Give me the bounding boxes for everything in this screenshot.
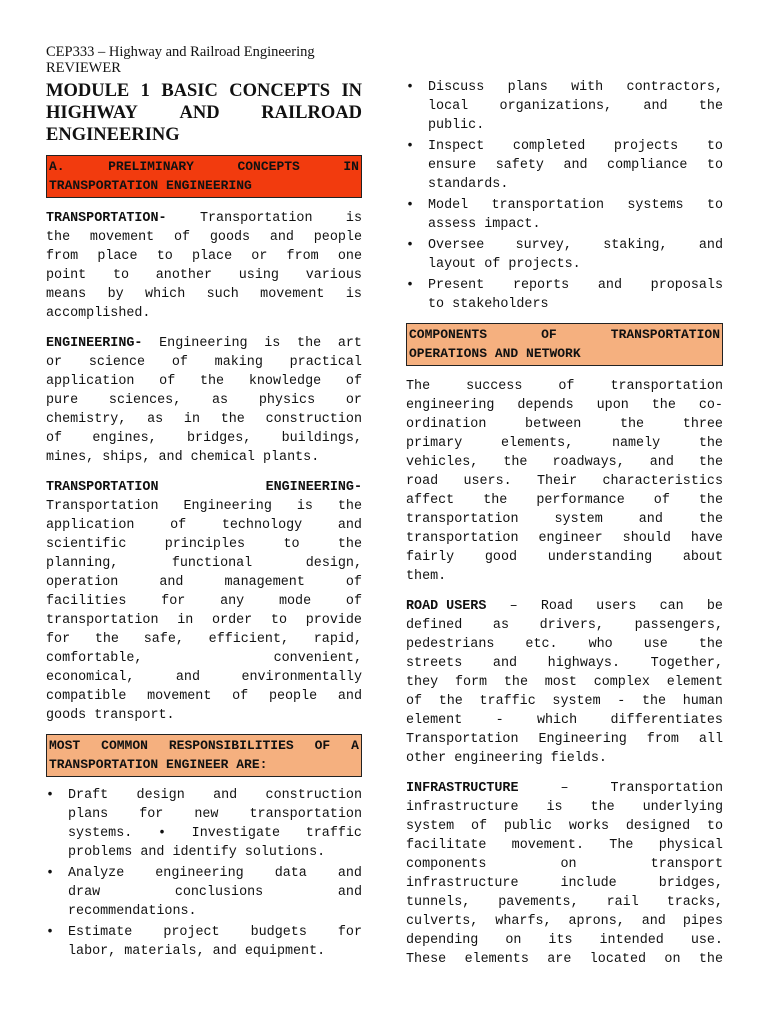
responsibilities-list-right bbox=[406, 78, 723, 314]
left-column bbox=[46, 44, 362, 963]
bullet-icon: • bbox=[406, 80, 415, 95]
text-line: assess impact. bbox=[428, 217, 541, 232]
course-line: CEP333 – Highway and Railroad Engineering bbox=[46, 44, 315, 60]
infrastructure-paragraph bbox=[406, 779, 723, 969]
list-item bbox=[46, 786, 362, 862]
text-line: planning, functional design, bbox=[46, 556, 362, 571]
text-line: economical, and environmentally bbox=[46, 670, 362, 685]
text-line: primary elements, namely the bbox=[406, 436, 723, 451]
text-line: facilitate movement. The physical bbox=[406, 838, 723, 853]
text-line: compatible movement of people and bbox=[46, 689, 362, 704]
text-line: COMPONENTS OF TRANSPORTATION bbox=[409, 327, 720, 342]
module-title bbox=[46, 80, 362, 146]
text-line: Inspect completed projects to bbox=[428, 139, 723, 154]
text-line: culverts, wharfs, aprons, and pipes bbox=[406, 914, 723, 929]
bullet-icon: • bbox=[406, 198, 415, 213]
text-line: The success of transportation bbox=[406, 379, 723, 394]
text-line: defined as drivers, passengers, bbox=[406, 618, 723, 633]
text-line: goods transport. bbox=[46, 708, 175, 723]
reviewer-label: REVIEWER bbox=[46, 60, 121, 76]
text-line: the movement of goods and people bbox=[46, 230, 362, 245]
text-line: ENGINEERING bbox=[46, 125, 180, 145]
text-line: A. PRELIMINARY CONCEPTS IN bbox=[49, 159, 359, 174]
text-line: standards. bbox=[428, 177, 509, 192]
text-line: affect the performance of the bbox=[406, 493, 723, 508]
components-banner bbox=[406, 323, 723, 366]
text-line: Analyze engineering data and bbox=[68, 866, 362, 881]
text-line: local organizations, and the bbox=[428, 99, 723, 114]
road-users-paragraph bbox=[406, 597, 723, 768]
text-line: TRANSPORTATION- Transportation is bbox=[46, 211, 362, 226]
text-line: Model transportation systems to bbox=[428, 198, 723, 213]
list-item bbox=[406, 236, 723, 274]
bullet-icon: • bbox=[46, 925, 55, 940]
text-line: transportation engineer should have bbox=[406, 531, 723, 546]
text-line: Transportation Engineering from all bbox=[406, 732, 723, 747]
text-line: means by which such movement is bbox=[46, 287, 362, 302]
text-line: problems and identify solutions. bbox=[68, 845, 326, 860]
text-line: they form the most complex element bbox=[406, 675, 723, 690]
bullet-icon: • bbox=[406, 238, 415, 253]
text-line: Discuss plans with contractors, bbox=[428, 80, 723, 95]
text-line: element - which differentiates bbox=[406, 713, 723, 728]
bullet-icon: • bbox=[46, 866, 55, 881]
text-line: for the safe, efficient, rapid, bbox=[46, 632, 362, 647]
text-line: pedestrians etc. who use the bbox=[406, 637, 723, 652]
text-line: INFRASTRUCTURE – Transportation bbox=[406, 781, 723, 796]
text-line: OPERATIONS AND NETWORK bbox=[409, 346, 581, 361]
text-line: from place to place or from one bbox=[46, 249, 362, 264]
text-line: point to another using various bbox=[46, 268, 362, 283]
text-line: other engineering fields. bbox=[406, 751, 607, 766]
text-line: ordination between the three bbox=[406, 417, 723, 432]
text-line: system of public works designed to bbox=[406, 819, 723, 834]
text-line: TRANSPORTATION ENGINEERING bbox=[49, 178, 252, 193]
list-item bbox=[406, 137, 723, 194]
term-label: ROAD USERS bbox=[406, 599, 487, 614]
text-line: of engines, bridges, buildings, bbox=[46, 431, 362, 446]
text-line: depending on its intended use. bbox=[406, 933, 723, 948]
text-line: road users. Their characteristics bbox=[406, 474, 723, 489]
text-line: ROAD USERS – Road users can be bbox=[406, 599, 723, 614]
text-line: recommendations. bbox=[68, 904, 197, 919]
responsibilities-banner bbox=[46, 734, 362, 777]
text-line: Oversee survey, staking, and bbox=[428, 238, 723, 253]
text-line: comfortable, convenient, bbox=[46, 651, 362, 666]
list-item bbox=[406, 196, 723, 234]
section-a-banner bbox=[46, 155, 362, 198]
text-line: them. bbox=[406, 569, 447, 584]
list-item bbox=[46, 923, 362, 961]
text-line: chemistry, as in the construction bbox=[46, 412, 362, 427]
text-line: mines, ships, and chemical plants. bbox=[46, 450, 320, 465]
term-label: ENGINEERING- bbox=[46, 336, 143, 351]
text-line: These elements are located on the bbox=[406, 952, 723, 967]
text-line: scientific principles to the bbox=[46, 537, 362, 552]
text-line: public. bbox=[428, 118, 485, 133]
text-line: MODULE 1 BASIC CONCEPTS IN bbox=[46, 81, 362, 101]
list-item bbox=[406, 78, 723, 135]
text-line: pure sciences, as physics or bbox=[46, 393, 362, 408]
text-line: Estimate project budgets for bbox=[68, 925, 362, 940]
bullet-icon: • bbox=[406, 278, 415, 293]
text-line: fairly good understanding about bbox=[406, 550, 723, 565]
text-line: layout of projects. bbox=[428, 257, 581, 272]
text-line: ensure safety and compliance to bbox=[428, 158, 723, 173]
text-line: transportation system and the bbox=[406, 512, 723, 527]
list-item bbox=[46, 864, 362, 921]
text-line: tunnels, pavements, rail tracks, bbox=[406, 895, 723, 910]
text-line: to stakeholders bbox=[428, 297, 549, 312]
list-item bbox=[406, 276, 723, 314]
term-label: TRANSPORTATION- bbox=[46, 211, 167, 226]
text-line: operation and management of bbox=[46, 575, 362, 590]
text-line: infrastructure is the underlying bbox=[406, 800, 723, 815]
text-line: ENGINEERING- Engineering is the art bbox=[46, 336, 362, 351]
text-line: Transportation Engineering is the bbox=[46, 499, 362, 514]
transportation-engineering-paragraph bbox=[46, 478, 362, 725]
text-line: accomplished. bbox=[46, 306, 151, 321]
text-line: Present reports and proposals bbox=[428, 278, 723, 293]
text-line: MOST COMMON RESPONSIBILITIES OF A bbox=[49, 738, 359, 753]
text-line: HIGHWAY AND RAILROAD bbox=[46, 103, 362, 123]
text-line: or science of making practical bbox=[46, 355, 362, 370]
text-line: draw conclusions and bbox=[68, 885, 362, 900]
term-label: TRANSPORTATION ENGINEERING- bbox=[46, 480, 362, 495]
text-line: Draft design and construction bbox=[68, 788, 362, 803]
right-column bbox=[406, 78, 723, 969]
text-line: application of the knowledge of bbox=[46, 374, 362, 389]
success-paragraph bbox=[406, 377, 723, 586]
responsibilities-list-left bbox=[46, 786, 362, 961]
text-line: vehicles, the roadways, and the bbox=[406, 455, 723, 470]
text-line: plans for new transportation bbox=[68, 807, 362, 822]
bullet-icon: • bbox=[46, 788, 55, 803]
bullet-icon: • bbox=[406, 139, 415, 154]
text-line: labor, materials, and equipment. bbox=[68, 944, 326, 959]
text-line: streets and highways. Together, bbox=[406, 656, 723, 671]
term-label: INFRASTRUCTURE bbox=[406, 781, 519, 796]
text-line: TRANSPORTATION ENGINEER ARE: bbox=[49, 757, 268, 772]
text-line: systems. • Investigate traffic bbox=[68, 826, 362, 841]
text-line: transportation in order to provide bbox=[46, 613, 362, 628]
text-line: of the traffic system - the human bbox=[406, 694, 723, 709]
transportation-paragraph bbox=[46, 209, 362, 323]
engineering-paragraph bbox=[46, 334, 362, 467]
text-line: engineering depends upon the co- bbox=[406, 398, 723, 413]
text-line: infrastructure include bridges, bbox=[406, 876, 723, 891]
text-line: facilities for any mode of bbox=[46, 594, 362, 609]
text-line: components on transport bbox=[406, 857, 723, 872]
text-line: application of technology and bbox=[46, 518, 362, 533]
